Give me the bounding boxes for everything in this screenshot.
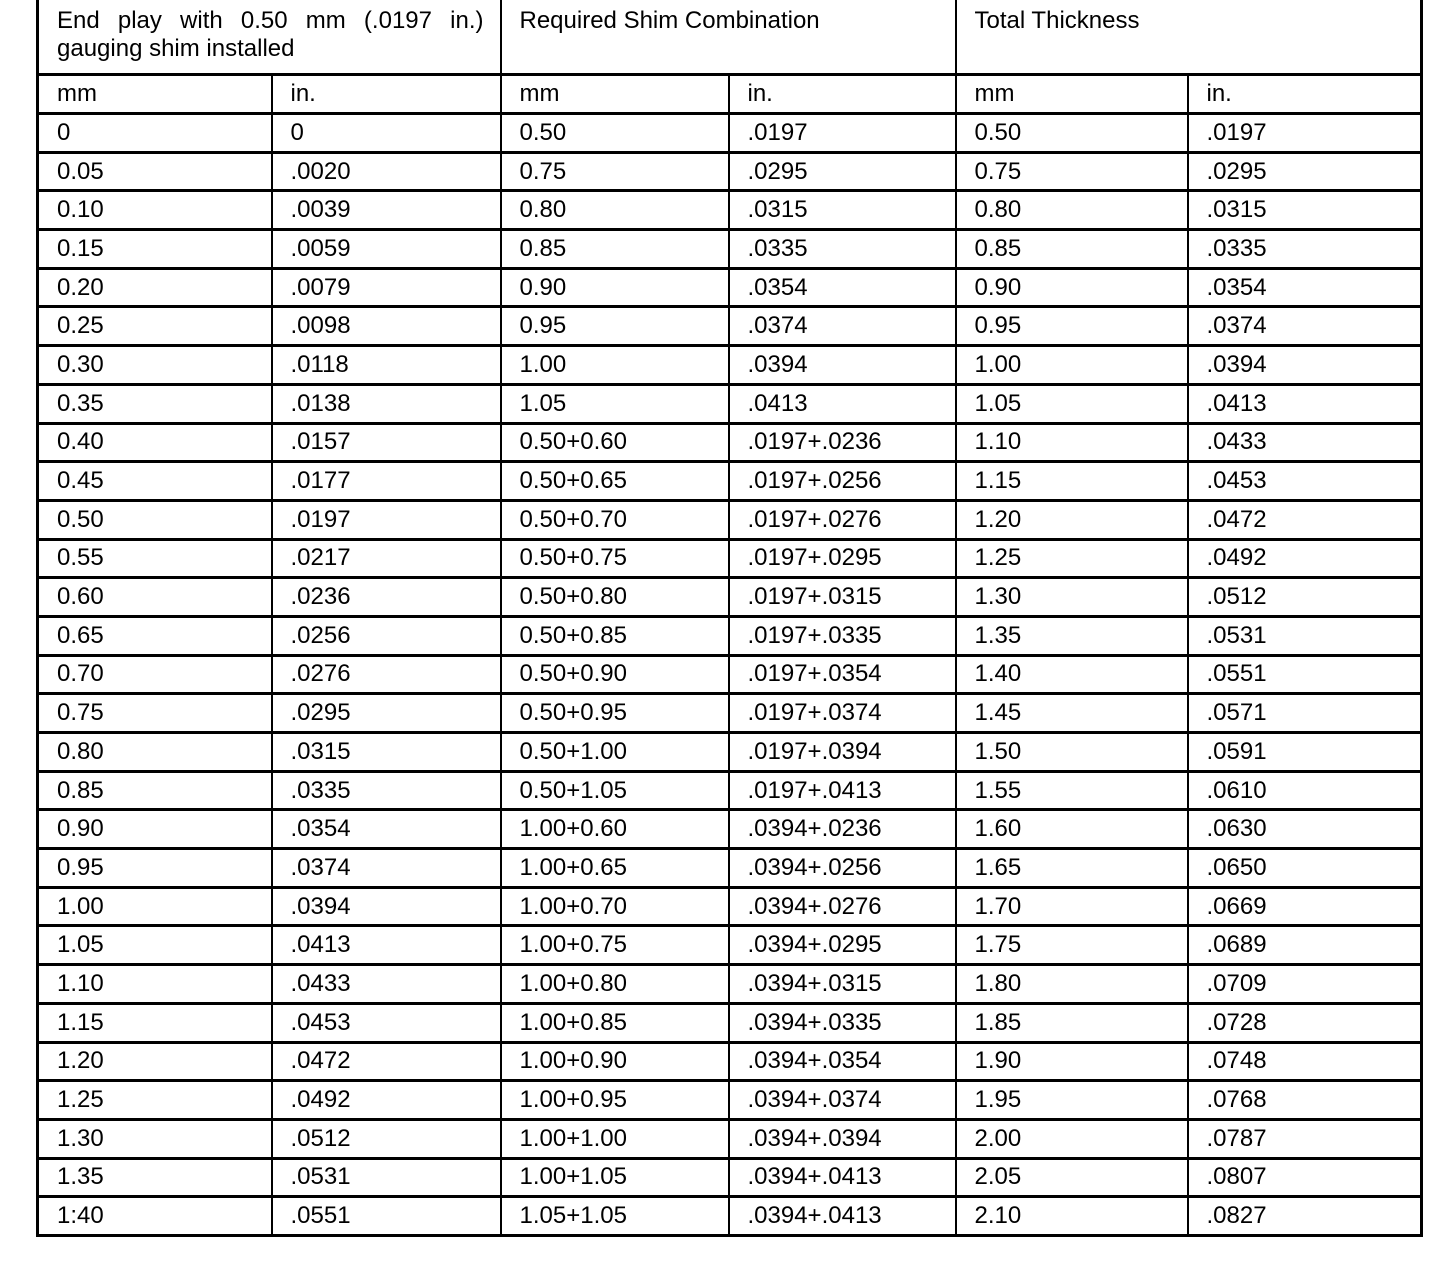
required-mm-cell: 1.05 <box>501 384 729 423</box>
total-in-cell: .0413 <box>1188 384 1422 423</box>
table-row <box>38 1119 1422 1158</box>
total-mm-cell: 1.45 <box>956 694 1188 733</box>
total-mm-cell: 1.65 <box>956 849 1188 888</box>
required-in-cell: .0197+.0256 <box>729 462 956 501</box>
required-mm-cell: 1.00+0.65 <box>501 849 729 888</box>
required-shim-header: Required Shim Combination <box>501 0 956 75</box>
table-row <box>38 152 1422 191</box>
end-play-mm-cell: 1.05 <box>38 926 272 965</box>
table-row <box>38 1197 1422 1236</box>
table-row <box>38 616 1422 655</box>
end-play-in-cell: .0433 <box>272 965 501 1004</box>
total-mm-cell: 1.75 <box>956 926 1188 965</box>
required-mm-cell: 0.50+0.95 <box>501 694 729 733</box>
end-play-mm-cell: 0.95 <box>38 849 272 888</box>
end-play-mm-cell: 1.00 <box>38 887 272 926</box>
table-row <box>38 887 1422 926</box>
end-play-in-cell: 0 <box>272 114 501 153</box>
total-mm-header: mm <box>956 75 1188 114</box>
end-play-mm-cell: 0.15 <box>38 230 272 269</box>
end-play-in-cell: .0236 <box>272 578 501 617</box>
total-in-cell: .0728 <box>1188 1003 1422 1042</box>
end-play-mm-header: mm <box>38 75 272 114</box>
required-mm-cell: 0.50+0.75 <box>501 539 729 578</box>
table-row <box>38 500 1422 539</box>
table-row <box>38 849 1422 888</box>
end-play-in-cell: .0197 <box>272 500 501 539</box>
end-play-in-cell: .0256 <box>272 616 501 655</box>
header-unit-row <box>38 75 1422 114</box>
end-play-mm-cell: 1.20 <box>38 1042 272 1081</box>
required-in-cell: .0197+.0394 <box>729 733 956 772</box>
required-in-cell: .0413 <box>729 384 956 423</box>
total-mm-cell: 0.80 <box>956 191 1188 230</box>
end-play-in-cell: .0118 <box>272 346 501 385</box>
total-in-cell: .0650 <box>1188 849 1422 888</box>
required-in-cell: .0197+.0295 <box>729 539 956 578</box>
end-play-in-cell: .0059 <box>272 230 501 269</box>
end-play-mm-cell: 0.50 <box>38 500 272 539</box>
required-mm-cell: 0.85 <box>501 230 729 269</box>
required-mm-cell: 1.00 <box>501 346 729 385</box>
end-play-mm-cell: 1.15 <box>38 1003 272 1042</box>
total-in-cell: .0472 <box>1188 500 1422 539</box>
end-play-in-cell: .0512 <box>272 1119 501 1158</box>
required-in-cell: .0197+.0374 <box>729 694 956 733</box>
required-in-cell: .0394+.0276 <box>729 887 956 926</box>
total-in-cell: .0335 <box>1188 230 1422 269</box>
total-mm-cell: 0.75 <box>956 152 1188 191</box>
end-play-mm-cell: 1.25 <box>38 1081 272 1120</box>
required-mm-cell: 0.50+0.85 <box>501 616 729 655</box>
total-mm-cell: 1.55 <box>956 771 1188 810</box>
required-mm-cell: 0.50+1.00 <box>501 733 729 772</box>
table-row <box>38 384 1422 423</box>
total-mm-cell: 1.15 <box>956 462 1188 501</box>
total-in-cell: .0531 <box>1188 616 1422 655</box>
total-mm-cell: 1.30 <box>956 578 1188 617</box>
end-play-in-cell: .0217 <box>272 539 501 578</box>
required-mm-cell: 1.00+0.85 <box>501 1003 729 1042</box>
total-mm-cell: 1.40 <box>956 655 1188 694</box>
total-in-cell: .0748 <box>1188 1042 1422 1081</box>
total-in-cell: .0709 <box>1188 965 1422 1004</box>
total-mm-cell: 1.85 <box>956 1003 1188 1042</box>
end-play-in-cell: .0453 <box>272 1003 501 1042</box>
table-body <box>38 114 1422 1236</box>
required-mm-cell: 1.00+1.00 <box>501 1119 729 1158</box>
table-row <box>38 191 1422 230</box>
table-row <box>38 230 1422 269</box>
required-mm-cell: 0.80 <box>501 191 729 230</box>
total-mm-cell: 1.20 <box>956 500 1188 539</box>
end-play-mm-cell: 0.55 <box>38 539 272 578</box>
end-play-mm-cell: 0 <box>38 114 272 153</box>
total-in-cell: .0571 <box>1188 694 1422 733</box>
end-play-mm-cell: 1.30 <box>38 1119 272 1158</box>
total-in-cell: .0295 <box>1188 152 1422 191</box>
end-play-in-cell: .0079 <box>272 268 501 307</box>
total-in-cell: .0610 <box>1188 771 1422 810</box>
end-play-in-cell: .0039 <box>272 191 501 230</box>
end-play-mm-cell: 0.20 <box>38 268 272 307</box>
end-play-in-cell: .0157 <box>272 423 501 462</box>
table-row <box>38 1042 1422 1081</box>
end-play-mm-cell: 0.30 <box>38 346 272 385</box>
end-play-in-cell: .0394 <box>272 887 501 926</box>
total-in-cell: .0197 <box>1188 114 1422 153</box>
required-mm-cell: 0.75 <box>501 152 729 191</box>
table-row <box>38 578 1422 617</box>
end-play-mm-cell: 0.40 <box>38 423 272 462</box>
table-row <box>38 694 1422 733</box>
total-mm-cell: 0.50 <box>956 114 1188 153</box>
required-mm-cell: 0.50 <box>501 114 729 153</box>
total-in-cell: .0354 <box>1188 268 1422 307</box>
total-in-cell: .0630 <box>1188 810 1422 849</box>
required-mm-cell: 0.50+0.70 <box>501 500 729 539</box>
table-row <box>38 926 1422 965</box>
total-mm-cell: 0.85 <box>956 230 1188 269</box>
end-play-mm-cell: 0.80 <box>38 733 272 772</box>
header-group-row <box>38 0 1422 75</box>
end-play-mm-cell: 0.35 <box>38 384 272 423</box>
total-mm-cell: 1.90 <box>956 1042 1188 1081</box>
total-in-cell: .0827 <box>1188 1197 1422 1236</box>
total-in-cell: .0453 <box>1188 462 1422 501</box>
end-play-in-cell: .0335 <box>272 771 501 810</box>
required-in-cell: .0197+.0315 <box>729 578 956 617</box>
required-mm-cell: 1.00+1.05 <box>501 1158 729 1197</box>
required-mm-cell: 0.90 <box>501 268 729 307</box>
end-play-mm-cell: 0.70 <box>38 655 272 694</box>
total-thickness-header: Total Thickness <box>956 0 1422 75</box>
required-mm-cell: 1.00+0.60 <box>501 810 729 849</box>
end-play-in-cell: .0413 <box>272 926 501 965</box>
required-in-cell: .0197+.0335 <box>729 616 956 655</box>
required-in-cell: .0394+.0413 <box>729 1158 956 1197</box>
required-mm-cell: 1.00+0.70 <box>501 887 729 926</box>
end-play-in-cell: .0276 <box>272 655 501 694</box>
table-row <box>38 1003 1422 1042</box>
total-mm-cell: 1.25 <box>956 539 1188 578</box>
table-row <box>38 733 1422 772</box>
total-mm-cell: 1.10 <box>956 423 1188 462</box>
total-mm-cell: 1.50 <box>956 733 1188 772</box>
required-in-cell: .0335 <box>729 230 956 269</box>
total-mm-cell: 1.95 <box>956 1081 1188 1120</box>
required-mm-cell: 0.50+0.80 <box>501 578 729 617</box>
required-in-cell: .0295 <box>729 152 956 191</box>
total-mm-cell: 1.00 <box>956 346 1188 385</box>
total-mm-cell: 0.90 <box>956 268 1188 307</box>
end-play-header: End play with 0.50 mm (.0197 in.) gauging shim installed <box>38 0 501 75</box>
table-row <box>38 655 1422 694</box>
total-in-cell: .0551 <box>1188 655 1422 694</box>
required-in-cell: .0394+.0354 <box>729 1042 956 1081</box>
end-play-in-cell: .0374 <box>272 849 501 888</box>
required-in-cell: .0197+.0413 <box>729 771 956 810</box>
table-row <box>38 539 1422 578</box>
total-in-cell: .0315 <box>1188 191 1422 230</box>
end-play-mm-cell: 0.45 <box>38 462 272 501</box>
total-in-cell: .0689 <box>1188 926 1422 965</box>
required-in-cell: .0394+.0413 <box>729 1197 956 1236</box>
end-play-mm-cell: 0.10 <box>38 191 272 230</box>
end-play-mm-cell: 1:40 <box>38 1197 272 1236</box>
required-mm-cell: 1.00+0.80 <box>501 965 729 1004</box>
end-play-mm-cell: 0.75 <box>38 694 272 733</box>
table-row <box>38 1158 1422 1197</box>
table-row <box>38 423 1422 462</box>
total-mm-cell: 2.05 <box>956 1158 1188 1197</box>
end-play-mm-cell: 1.10 <box>38 965 272 1004</box>
end-play-mm-cell: 0.90 <box>38 810 272 849</box>
table-row <box>38 462 1422 501</box>
total-mm-cell: 2.10 <box>956 1197 1188 1236</box>
required-mm-cell: 1.05+1.05 <box>501 1197 729 1236</box>
required-in-cell: .0394+.0394 <box>729 1119 956 1158</box>
end-play-mm-cell: 0.05 <box>38 152 272 191</box>
end-play-in-cell: .0551 <box>272 1197 501 1236</box>
total-in-header: in. <box>1188 75 1422 114</box>
required-in-cell: .0394+.0236 <box>729 810 956 849</box>
total-mm-cell: 0.95 <box>956 307 1188 346</box>
total-in-cell: .0669 <box>1188 887 1422 926</box>
required-in-cell: .0374 <box>729 307 956 346</box>
required-in-cell: .0394+.0374 <box>729 1081 956 1120</box>
total-in-cell: .0433 <box>1188 423 1422 462</box>
table-row <box>38 810 1422 849</box>
required-mm-cell: 1.00+0.75 <box>501 926 729 965</box>
total-in-cell: .0394 <box>1188 346 1422 385</box>
total-mm-cell: 1.60 <box>956 810 1188 849</box>
required-in-cell: .0197+.0236 <box>729 423 956 462</box>
required-in-cell: .0315 <box>729 191 956 230</box>
total-in-cell: .0512 <box>1188 578 1422 617</box>
required-mm-cell: 0.50+1.05 <box>501 771 729 810</box>
table-row <box>38 346 1422 385</box>
total-in-cell: .0807 <box>1188 1158 1422 1197</box>
table-row <box>38 307 1422 346</box>
required-in-cell: .0197+.0276 <box>729 500 956 539</box>
table-row <box>38 965 1422 1004</box>
end-play-mm-cell: 0.25 <box>38 307 272 346</box>
end-play-mm-cell: 0.85 <box>38 771 272 810</box>
total-mm-cell: 1.35 <box>956 616 1188 655</box>
end-play-in-cell: .0295 <box>272 694 501 733</box>
end-play-mm-cell: 1.35 <box>38 1158 272 1197</box>
required-in-cell: .0354 <box>729 268 956 307</box>
end-play-mm-cell: 0.60 <box>38 578 272 617</box>
required-mm-cell: 0.50+0.60 <box>501 423 729 462</box>
total-in-cell: .0374 <box>1188 307 1422 346</box>
end-play-in-cell: .0472 <box>272 1042 501 1081</box>
required-mm-cell: 1.00+0.95 <box>501 1081 729 1120</box>
required-mm-cell: 0.50+0.65 <box>501 462 729 501</box>
table-row <box>38 1081 1422 1120</box>
end-play-in-header: in. <box>272 75 501 114</box>
total-in-cell: .0492 <box>1188 539 1422 578</box>
required-mm-cell: 1.00+0.90 <box>501 1042 729 1081</box>
required-in-cell: .0197 <box>729 114 956 153</box>
end-play-in-cell: .0098 <box>272 307 501 346</box>
end-play-in-cell: .0315 <box>272 733 501 772</box>
total-in-cell: .0787 <box>1188 1119 1422 1158</box>
table-row <box>38 268 1422 307</box>
required-in-cell: .0197+.0354 <box>729 655 956 694</box>
table-row <box>38 114 1422 153</box>
shim-selection-table <box>36 0 1423 1237</box>
required-mm-cell: 0.95 <box>501 307 729 346</box>
end-play-mm-cell: 0.65 <box>38 616 272 655</box>
required-mm-header: mm <box>501 75 729 114</box>
required-mm-cell: 0.50+0.90 <box>501 655 729 694</box>
required-in-cell: .0394+.0256 <box>729 849 956 888</box>
end-play-in-cell: .0354 <box>272 810 501 849</box>
end-play-in-cell: .0020 <box>272 152 501 191</box>
total-mm-cell: 1.70 <box>956 887 1188 926</box>
required-in-cell: .0394+.0335 <box>729 1003 956 1042</box>
total-in-cell: .0768 <box>1188 1081 1422 1120</box>
table-header <box>38 0 1422 114</box>
total-mm-cell: 2.00 <box>956 1119 1188 1158</box>
table-row <box>38 771 1422 810</box>
total-mm-cell: 1.80 <box>956 965 1188 1004</box>
total-mm-cell: 1.05 <box>956 384 1188 423</box>
required-in-cell: .0394+.0315 <box>729 965 956 1004</box>
required-in-cell: .0394+.0295 <box>729 926 956 965</box>
end-play-in-cell: .0492 <box>272 1081 501 1120</box>
end-play-in-cell: .0138 <box>272 384 501 423</box>
required-in-header: in. <box>729 75 956 114</box>
total-in-cell: .0591 <box>1188 733 1422 772</box>
end-play-in-cell: .0531 <box>272 1158 501 1197</box>
end-play-in-cell: .0177 <box>272 462 501 501</box>
required-in-cell: .0394 <box>729 346 956 385</box>
